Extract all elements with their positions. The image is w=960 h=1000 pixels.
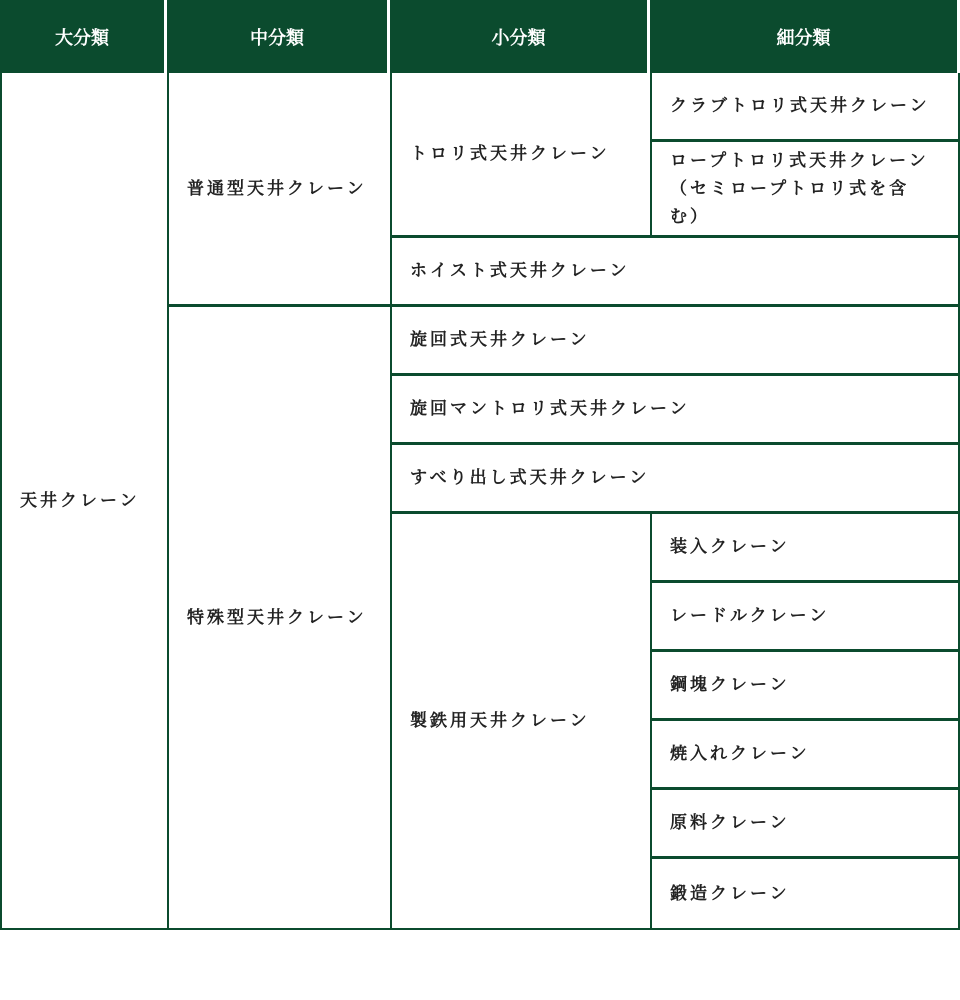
header-detail: 細分類 (650, 0, 960, 73)
cell-sub-steel: 製鉄用天井クレーン (390, 514, 650, 928)
cell-sub-hoist: ホイスト式天井クレーン (390, 238, 960, 307)
header-major: 大分類 (0, 0, 167, 73)
cell-detail-ingot: 鋼塊クレーン (650, 652, 960, 721)
cell-detail-crab-trolley: クラブトロリ式天井クレーン (650, 73, 960, 142)
cell-sub-sliding: すべり出し式天井クレーン (390, 445, 960, 514)
cell-detail-material: 原料クレーン (650, 790, 960, 859)
cell-sub-trolley: トロリ式天井クレーン (390, 73, 650, 238)
cell-detail-rope-trolley: ロープトロリ式天井クレーン（セミロープトロリ式を含む） (650, 142, 960, 238)
cell-sub-slewing-mantrolley: 旋回マントロリ式天井クレーン (390, 376, 960, 445)
header-minor: 小分類 (390, 0, 650, 73)
cell-mid-normal: 普通型天井クレーン (167, 73, 390, 307)
cell-detail-charging: 装入クレーン (650, 514, 960, 583)
header-mid: 中分類 (167, 0, 390, 73)
cell-detail-forging: 鍛造クレーン (650, 859, 960, 928)
cell-detail-quench: 焼入れクレーン (650, 721, 960, 790)
cell-sub-slewing: 旋回式天井クレーン (390, 307, 960, 376)
cell-major-overhead-crane: 天井クレーン (0, 73, 167, 928)
cell-detail-ladle: レードルクレーン (650, 583, 960, 652)
cell-mid-special: 特殊型天井クレーン (167, 307, 390, 928)
